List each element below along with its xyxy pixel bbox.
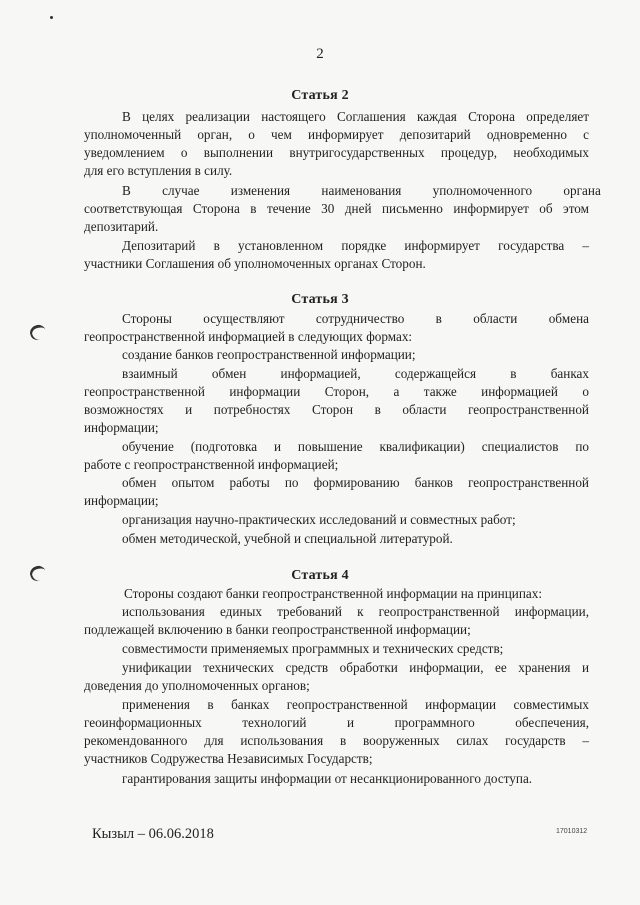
- text-line: соответствующая Сторона в течение 30 дней письменно информирует об этом: [84, 201, 589, 216]
- text-line: создание банков геопространственной информации;: [122, 347, 416, 362]
- text-line: Депозитарий в установленном порядке информирует государства –: [122, 238, 589, 253]
- text-line: геопространственной информации Сторон, а также информацией о: [84, 384, 589, 399]
- text-line: работе с геопространственной информацией;: [84, 457, 339, 472]
- footer-document-code: 17010312: [556, 828, 588, 835]
- article-3-heading: Статья 3: [291, 292, 349, 307]
- text-line: подлежащей включению в банки геопространственной информации;: [84, 622, 471, 637]
- text-line: участники Соглашения об уполномоченных органах Сторон.: [84, 256, 426, 271]
- text-line: Стороны осуществляют сотрудничество в области обмена: [122, 311, 589, 326]
- text-line: информации;: [84, 420, 159, 435]
- article-4-heading: Статья 4: [291, 568, 349, 583]
- text-line: применения в банках геопространственной информации совместимых: [122, 697, 589, 712]
- text-line: возможностях и потребностях Сторон в области геопространственной: [84, 402, 589, 417]
- text-line: использования единых требований к геопространственной информации,: [122, 604, 589, 619]
- text-line: обучение (подготовка и повышение квалификации) специалистов по: [122, 439, 589, 454]
- text-line: В целях реализации настоящего Соглашения каждая Сторона определяет: [122, 109, 589, 124]
- text-line: взаимный обмен информацией, содержащейся в банках: [122, 366, 589, 381]
- text-line: организация научно-практических исследований и совместных работ;: [122, 512, 516, 527]
- text-line: уполномоченный орган, о чем информирует депозитарий одновременно с: [84, 127, 589, 142]
- text-line: доведения до уполномоченных органов;: [84, 678, 310, 693]
- text-line: унификации технических средств обработки информации, ее хранения и: [122, 660, 589, 675]
- footer-city-date: Кызыл – 06.06.2018: [92, 826, 214, 842]
- text-line: геоинформационных технологий и программного обеспечения,: [84, 715, 589, 730]
- text-line: геопространственной информацией в следующих формах:: [84, 329, 413, 344]
- text-line: обмен методической, учебной и специальной литературой.: [122, 531, 453, 546]
- text-line: депозитарий.: [84, 219, 159, 234]
- page-number: 2: [316, 46, 324, 62]
- text-line: совместимости применяемых программных и технических средств;: [122, 641, 504, 656]
- text-line: обмен опытом работы по формированию банков геопространственной: [122, 475, 589, 490]
- text-line: участников Содружества Независимых Государств;: [84, 751, 373, 766]
- text-line: для его вступления в силу.: [84, 163, 233, 178]
- scan-speck: [50, 16, 53, 19]
- text-line: уведомлением о выполнении внутригосударственных процедур, необходимых: [84, 145, 589, 160]
- text-line: Стороны создают банки геопространственной информации на принципах:: [124, 586, 543, 601]
- text-line: В случае изменения наименования уполномоченного органа: [122, 183, 601, 198]
- article-2-heading: Статья 2: [291, 88, 349, 103]
- text-line: информации;: [84, 493, 159, 508]
- text-line: гарантирования защиты информации от несанкционированного доступа.: [122, 771, 533, 786]
- text-line: рекомендованного для использования в вооруженных силах государств –: [84, 733, 589, 748]
- punch-hole-mark: [28, 323, 48, 343]
